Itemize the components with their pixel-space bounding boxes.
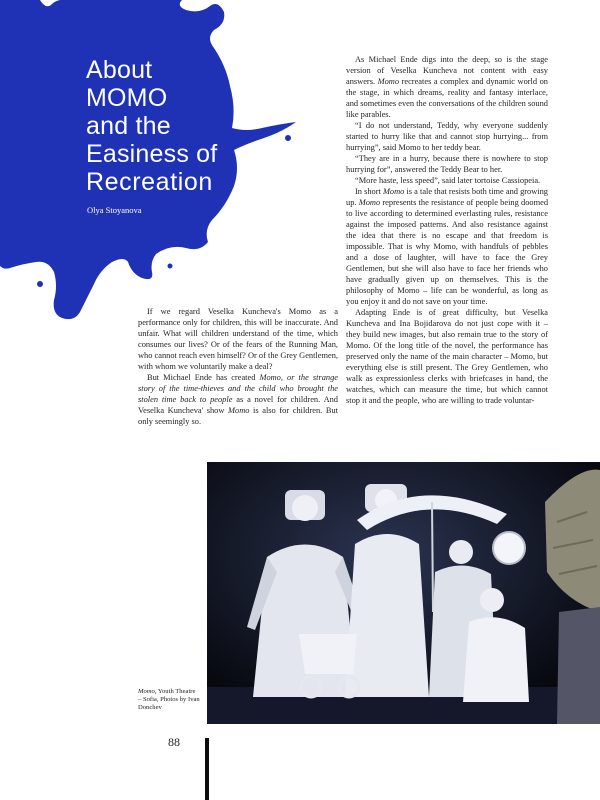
ink-drop	[37, 281, 43, 287]
text-run: In short	[355, 187, 383, 196]
article-title	[86, 56, 217, 196]
right-text-column	[346, 54, 548, 406]
photo-caption	[138, 688, 200, 713]
book-title-italic: Momo, or the strange story of the time-thieves and the child who brought the stolen time back to people	[138, 373, 338, 404]
paragraph: If we regard Veselka Kuncheva's Momo as a performance only for children, this will be inaccurate. And unfair. What will children understand of the time, which consumes our lives? Or of the fears of the Running Man, who cannot reach even himself? Or of the Grey Gentlemen, with whom we voluntarily make a deal?	[138, 307, 338, 371]
article-author: Olya Stoyanova	[87, 205, 142, 215]
paragraph: “They are in a hurry, because there is nowhere to stop hurrying for”, answered the Teddy Bear to her.	[346, 154, 548, 174]
text-run: represents the resistance of people being doomed to live according to determined everlasting rules, resistance against the imposed patterns. And also resistance against the idea that there is no escape and that freedom is impossible. That is why Momo, with handfuls of pebbles and a dose of laughter, will have to face the Grey Gentlemen, but she will also have to face her friends who have gradually given up on themselves. This is the philosophy of Momo – life can be wonderful, as long as you enjoy it and do not save on your time.	[346, 198, 549, 306]
title-line: About	[86, 56, 153, 84]
text-run: is a tale that resists both time and growing up.	[346, 187, 548, 207]
show-title-italic: Momo	[382, 187, 405, 196]
text-run: as a novel for children. And Veselka Kuncheva' show	[138, 395, 338, 415]
title-line: Easiness of	[86, 140, 218, 168]
show-title-italic: Momo	[377, 77, 400, 86]
text-run: But Michael Ende has created	[147, 373, 260, 382]
ink-drop	[285, 135, 291, 141]
text-run: As Michael Ende digs into the deep, so is the stage version of Veselka Kuncheva not content with easy answers.	[346, 55, 548, 86]
text-run: is also for children. But only seemingly so.	[138, 406, 338, 426]
ink-drop	[168, 264, 173, 269]
title-line: MOMO	[86, 84, 168, 112]
text-run: recreates a complex and dynamic world on the stage, in which dreams, reality and fantasy interlace, and sometimes even the conversations of the children sound like parables.	[346, 77, 548, 119]
title-line: and the	[86, 112, 171, 140]
paragraph	[138, 372, 338, 427]
clock-prop	[493, 532, 525, 564]
show-title-italic: Momo	[228, 406, 250, 415]
title-line: Recreation	[86, 168, 213, 196]
paragraph: “I do not understand, Teddy, why everyone suddenly started to hurry like that and cannot stop hurrying... from hurrying”, said Momo to her teddy bear.	[346, 121, 548, 152]
paragraph: “More haste, less speed”, said later tortoise Cassiopeia.	[355, 176, 541, 185]
caption-credits: , Youth Theatre – Sofia, Photos by Ivan Donchev	[138, 688, 200, 712]
paragraph	[346, 186, 548, 307]
page-number: 88	[168, 735, 180, 749]
paragraph: Adapting Ende is of great difficulty, but Veselka Kuncheva and Ina Bojidarova do not just cope with it – they build new images, but also remain true to the story of Momo. Of the long title of the novel, the performance has preserved only the name of the main character – Momo, but everything else is still present. The Grey Gentlemen, who walk as expressionless clerks with briefcases in hand, the watches, which can measure the time, but which cannot stop it and the people, who are willing to trade voluntar-	[346, 308, 548, 405]
caption-title: Momo	[138, 688, 155, 695]
paragraph	[346, 54, 548, 120]
left-text-column	[138, 306, 338, 427]
vertical-rule	[205, 738, 209, 800]
stage-photo-illustration	[207, 462, 600, 724]
show-title-italic: Momo	[358, 198, 381, 207]
stage-photo	[207, 462, 600, 724]
